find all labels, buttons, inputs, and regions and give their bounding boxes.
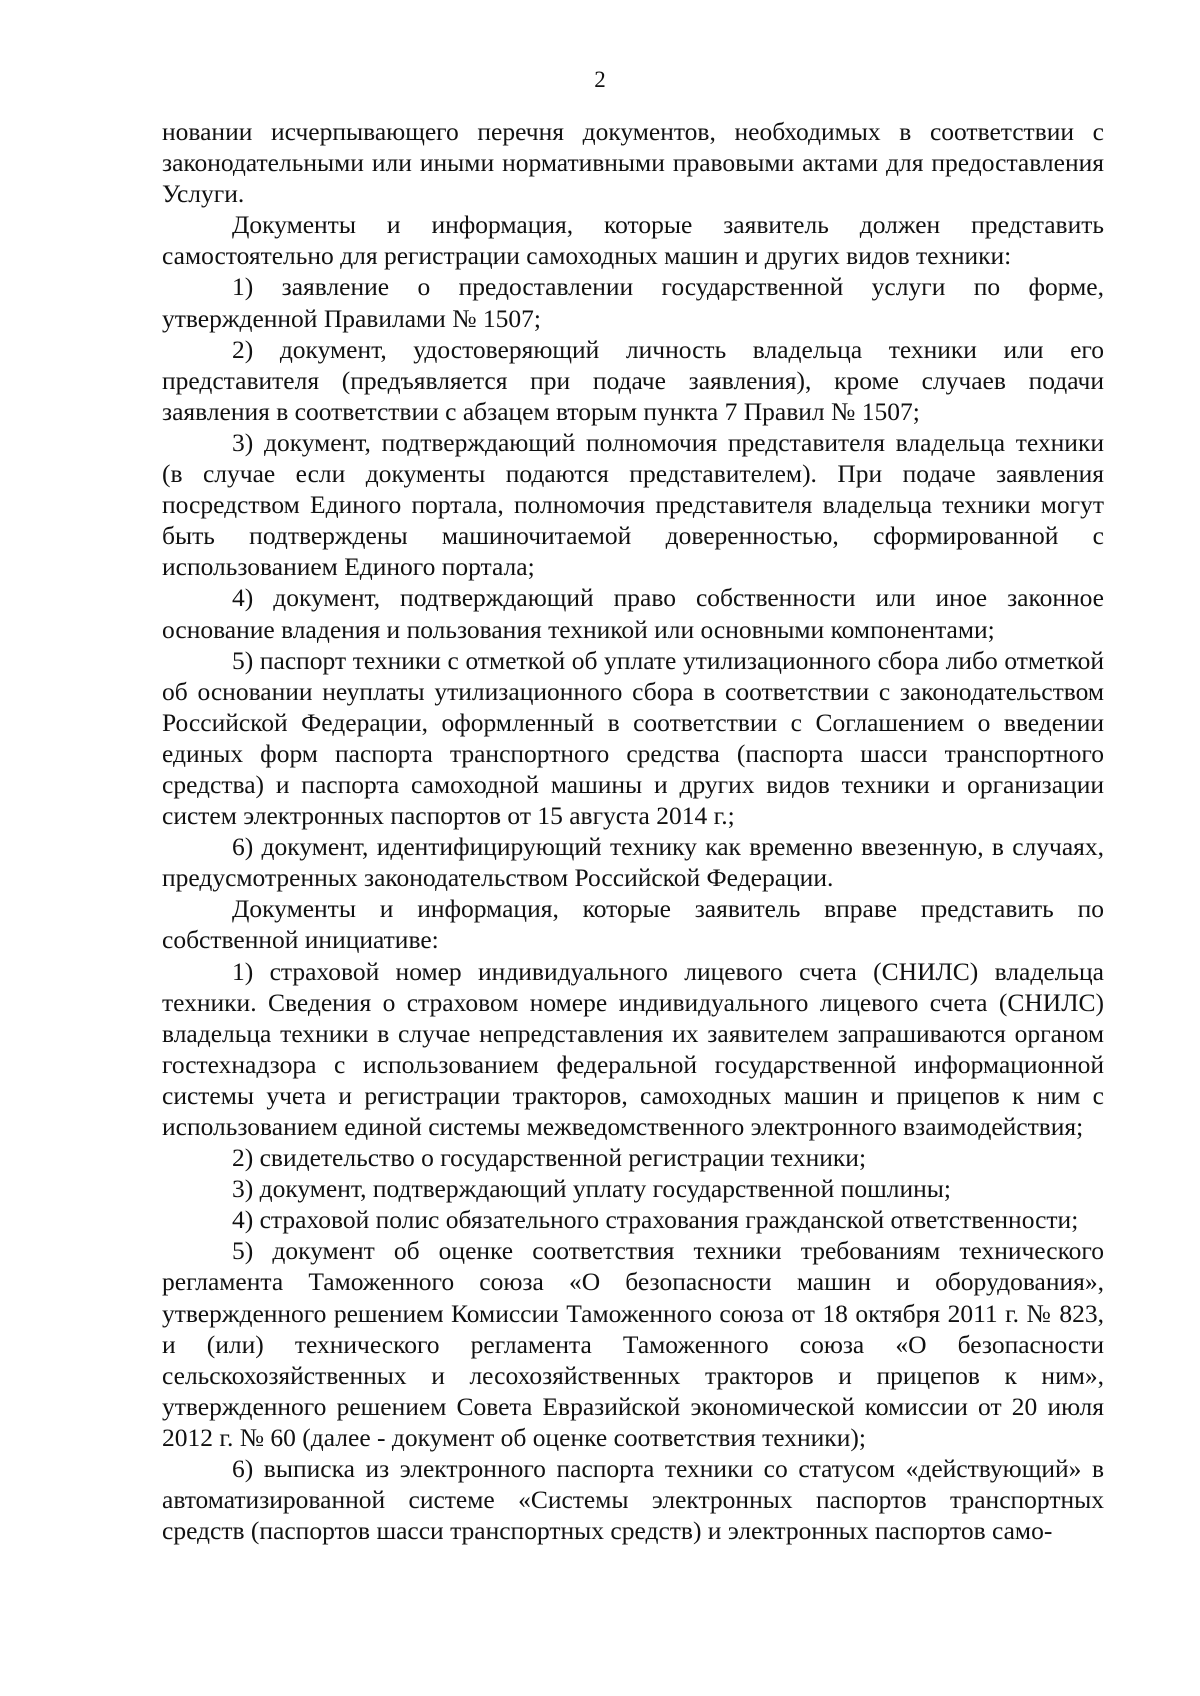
paragraph-optional-item-5: 5) документ об оценке соответствия техники требованиям технического регламента Таможенного союза «О безопасности машин и оборудования», утвержденного решением Комиссии Таможенного союза от 18 октября 2011 г. № 823, и (или) технического регламента Таможенного союза «О безопасности сельскохозяйственных и лесохозяйственных тракторов и прицепов к ним», утвержденного решением Совета Евразийской экономической комиссии от 20 июля 2012 г. № 60 (далее - документ об оценке соответствия техники); — [162, 1236, 1104, 1452]
paragraph-required-documents-intro: Документы и информация, которые заявитель должен представить самостоятельно для регистрации самоходных машин и других видов техники: — [162, 210, 1104, 271]
paragraph-required-item-2: 2) документ, удостоверяющий личность владельца техники или его представителя (предъявляется при подаче заявления), кроме случаев подачи заявления в соответствии с абзацем вторым пункта 7 Правил № 1507; — [162, 334, 1104, 426]
paragraph-continuation: новании исчерпывающего перечня документов, необходимых в соответствии с законодательными или иными нормативными правовыми актами для предоставления Услуги. — [162, 117, 1104, 209]
paragraph-required-item-3: 3) документ, подтверждающий полномочия представителя владельца техники (в случае если документы подаются представителем). При подаче заявления посредством Единого портала, полномочия представителя владельца техники могут быть подтверждены машиночитаемой доверенностью, сформированной с использованием Единого портала; — [162, 427, 1104, 582]
paragraph-required-item-1: 1) заявление о предоставлении государственной услуги по форме, утвержденной Правилами № 1507; — [162, 272, 1104, 333]
paragraph-required-item-4: 4) документ, подтверждающий право собственности или иное законное основание владения и пользования техникой или основными компонентами; — [162, 583, 1104, 644]
paragraph-optional-documents-intro: Документы и информация, которые заявитель вправе представить по собственной инициативе: — [162, 894, 1104, 955]
paragraph-optional-item-3: 3) документ, подтверждающий уплату государственной пошлины; — [232, 1174, 951, 1204]
document-body — [162, 116, 1104, 1546]
paragraph-optional-item-6: 6) выписка из электронного паспорта техники со статусом «действующий» в автоматизированной системе «Системы электронных паспортов транспортных средств (паспортов шасси транспортных средств) и электронных паспортов само- — [162, 1454, 1104, 1546]
paragraph-optional-item-1: 1) страховой номер индивидуального лицевого счета (СНИЛС) владельца техники. Сведения о страховом номере индивидуального лицевого счета (СНИЛС) владельца техники в случае непредставления их заявителем запрашиваются органом гостехнадзора с использованием федеральной государственной информационной системы учета и регистрации тракторов, самоходных машин и прицепов к ним с использованием единой системы межведомственного электронного взаимодействия; — [162, 956, 1104, 1141]
paragraph-required-item-5: 5) паспорт техники с отметкой об уплате утилизационного сбора либо отметкой об основании неуплаты утилизационного сбора в соответствии с законодательством Российской Федерации, оформленный в соответствии с Соглашением о введении единых форм паспорта транспортного средства (паспорта шасси транспортного средства) и паспорта самоходной машины и других видов техники и организации систем электронных паспортов от 15 августа 2014 г.; — [162, 645, 1104, 831]
paragraph-optional-item-2: 2) свидетельство о государственной регистрации техники; — [232, 1143, 867, 1173]
paragraph-required-item-6: 6) документ, идентифицирующий технику как временно ввезенную, в случаях, предусмотренных законодательством Российской Федерации. — [162, 832, 1104, 893]
paragraph-optional-item-4: 4) страховой полис обязательного страхования гражданской ответственности; — [232, 1205, 1079, 1235]
page-number: 2 — [594, 67, 606, 92]
